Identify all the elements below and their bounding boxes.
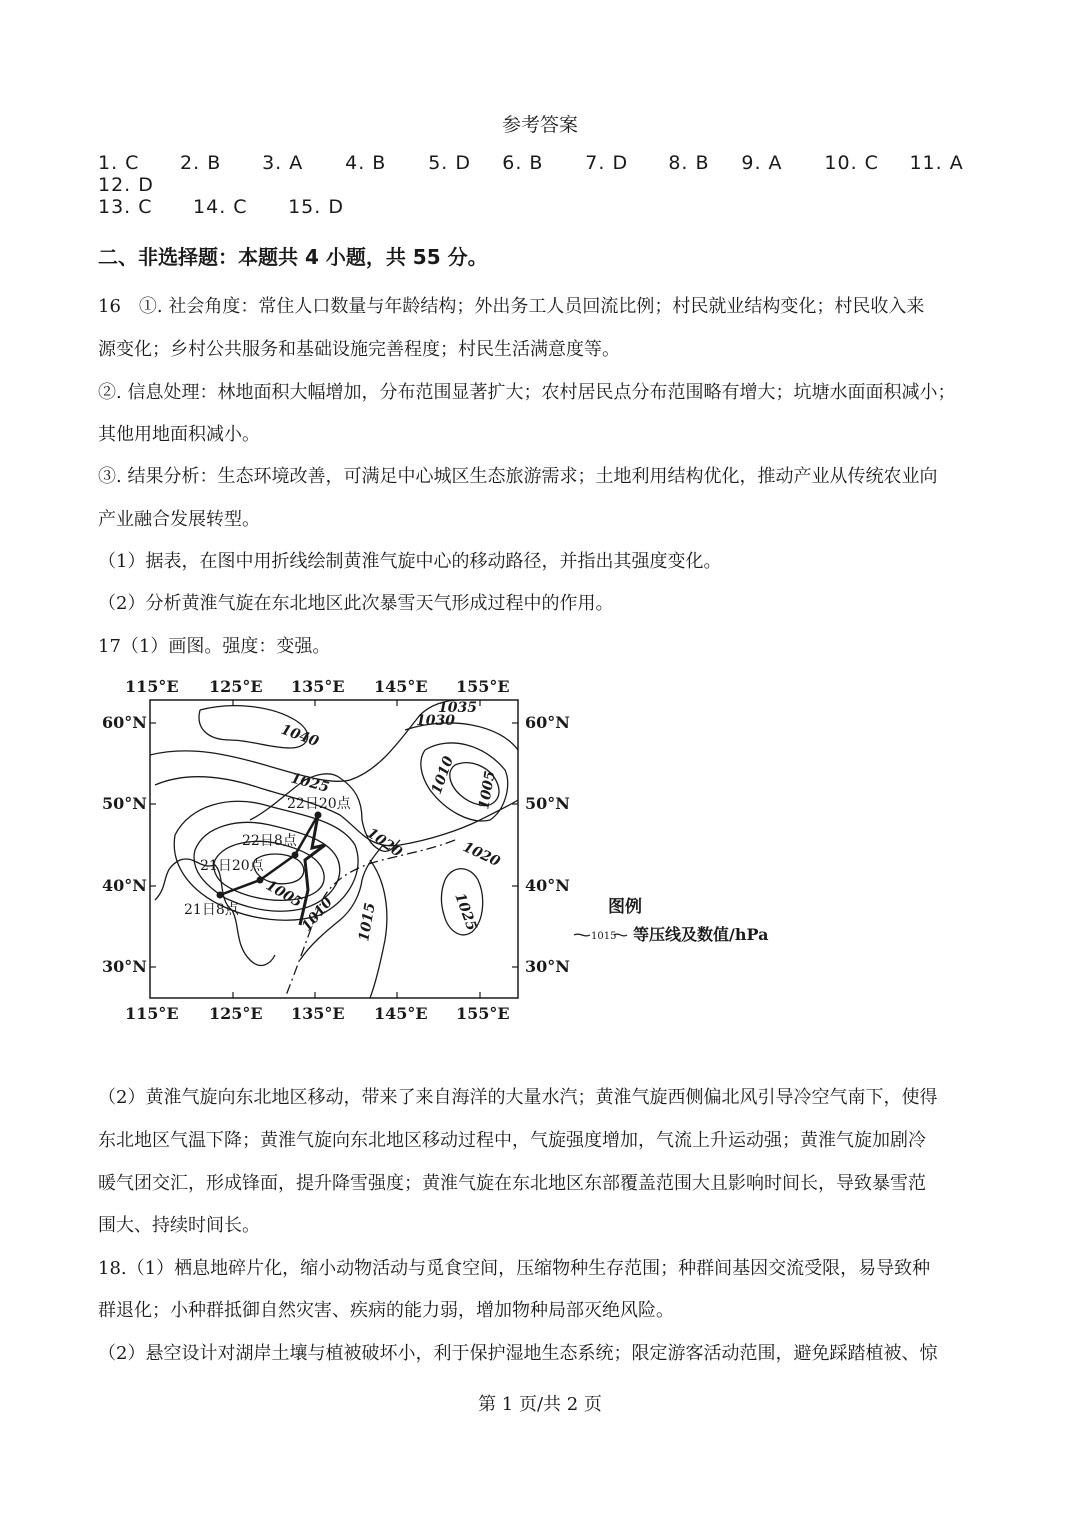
isobar-label: 1025 <box>451 890 480 933</box>
isobar-label: 1005 <box>263 877 305 911</box>
q17-prompt: （2）分析黄淮气旋在东北地区此次暴雪天气形成过程中的作用。 <box>98 593 614 614</box>
track-label: 22日8点 <box>242 833 297 849</box>
track-point <box>257 877 264 884</box>
track-label: 21日8点 <box>184 902 239 918</box>
lon-label: 115°E <box>125 677 179 696</box>
track-point <box>315 812 322 819</box>
isobar-label: 1010 <box>428 754 458 797</box>
isobar-label: 1020 <box>363 825 405 861</box>
lon-label: 125°E <box>209 1004 263 1023</box>
weather-map <box>100 670 800 1030</box>
answer-item: 1. C <box>98 152 140 174</box>
track-label: 22日20点 <box>287 796 351 812</box>
lon-label: 155°E <box>456 1004 510 1023</box>
answer-row-2 <box>98 196 998 218</box>
answer-item: 13. C <box>98 196 153 218</box>
isobar-label: 1035 <box>438 700 477 716</box>
q17-prompt: （1）据表，在图中用折线绘制黄淮气旋中心的移动路径，并指出其强度变化。 <box>98 551 722 572</box>
q16-line: 其他用地面积减小。 <box>98 424 260 445</box>
lon-label: 125°E <box>209 677 263 696</box>
lat-label: 50°N <box>525 794 570 813</box>
section-heading: 二、非选择题：本题共 4 小题，共 55 分。 <box>98 245 488 269</box>
lat-label: 60°N <box>525 713 570 732</box>
isobar-label: 1020 <box>460 839 503 871</box>
q18-line: （2）悬空设计对湖岸土壤与植被破坏小，利于保护湿地生态系统；限定游客活动范围，避免踩踏植被、惊 <box>98 1343 938 1364</box>
lon-label: 115°E <box>125 1004 179 1023</box>
lat-label: 60°N <box>102 713 147 732</box>
answer-item: 5. D <box>428 152 471 174</box>
answer-item: 12. D <box>98 174 154 196</box>
lat-label: 50°N <box>102 794 147 813</box>
q17-answer-2-line: （2）黄淮气旋向东北地区移动，带来了来自海洋的大量水汽；黄淮气旋西侧偏北风引导冷空气南下，使得 <box>98 1087 938 1108</box>
q18-line: 18.（1）栖息地碎片化，缩小动物活动与觅食空间，压缩物种生存范围；种群间基因交流受限，易导致种 <box>98 1258 931 1279</box>
answer-item: 9. A <box>741 152 783 174</box>
answer-row-1 <box>98 152 998 196</box>
legend-isobar-sample-left <box>574 934 590 936</box>
q16-line: 16 ①. 社会角度：常住人口数量与年龄结构；外出务工人员回流比例；村民就业结构变化；村民收入来 <box>98 296 925 317</box>
lat-label: 40°N <box>102 876 147 895</box>
q16-line: ②. 信息处理：林地面积大幅增加，分布范围显著扩大；农村居民点分布范围略有增大；坑塘水面面积减小； <box>98 382 956 403</box>
answer-item: 4. B <box>345 152 387 174</box>
answer-item: 10. C <box>824 152 879 174</box>
lon-label: 145°E <box>374 1004 428 1023</box>
track-point <box>217 892 224 899</box>
answer-item: 15. D <box>288 196 344 218</box>
page-title: 参考答案 <box>501 114 578 136</box>
legend-text: 等压线及数值/hPa <box>633 925 769 944</box>
page-footer: 第 1 页/共 2 页 <box>478 1394 602 1415</box>
q17-answer-2-line: 围大、持续时间长。 <box>98 1215 260 1236</box>
track-label: 21日20点 <box>200 858 264 874</box>
q17-answer-2-line: 东北地区气温下降；黄淮气旋向东北地区移动过程中，气旋强度增加，气流上升运动强；黄淮气旋加剧冷 <box>98 1130 926 1151</box>
answer-item: 11. A <box>909 152 964 174</box>
q18-line: 群退化；小种群抵御自然灾害、疾病的能力弱，增加物种局部灭绝风险。 <box>98 1300 674 1321</box>
q16-line: 产业融合发展转型。 <box>98 509 260 530</box>
answer-item: 3. A <box>262 152 304 174</box>
q17-answer-1: 17（1）画图。强度：变强。 <box>98 636 331 657</box>
isobar-label: 1040 <box>278 721 321 751</box>
lat-label: 40°N <box>525 876 570 895</box>
answer-item: 8. B <box>668 152 710 174</box>
isobar-label: 1005 <box>476 769 499 811</box>
legend-sample-value: 1015 <box>591 931 617 942</box>
answer-item: 7. D <box>585 152 629 174</box>
isobar-label: 1010 <box>298 894 337 935</box>
lon-label: 135°E <box>291 677 345 696</box>
q16-line: 源变化；乡村公共服务和基础设施完善程度；村民生活满意度等。 <box>98 339 620 360</box>
answer-item: 6. B <box>502 152 544 174</box>
lon-label: 155°E <box>456 677 510 696</box>
q16-line: ③. 结果分析：生态环境改善，可满足中心城区生态旅游需求；土地利用结构优化，推动产业从传统农业向 <box>98 466 938 487</box>
lon-label: 145°E <box>374 677 428 696</box>
legend-title: 图例 <box>608 897 642 917</box>
isobar-label: 1025 <box>288 770 331 796</box>
lon-label: 135°E <box>291 1004 345 1023</box>
answer-item: 2. B <box>180 152 222 174</box>
lat-label: 30°N <box>525 957 570 976</box>
q17-answer-2-line: 暖气团交汇，形成锋面，提升降雪强度；黄淮气旋在东北地区东部覆盖范围大且影响时间长，导致暴雪范 <box>98 1173 926 1194</box>
track-point <box>292 852 299 859</box>
isobar-label: 1030 <box>416 713 455 729</box>
isobar-label: 1015 <box>356 901 379 943</box>
lat-label: 30°N <box>102 957 147 976</box>
answer-item: 14. C <box>193 196 248 218</box>
